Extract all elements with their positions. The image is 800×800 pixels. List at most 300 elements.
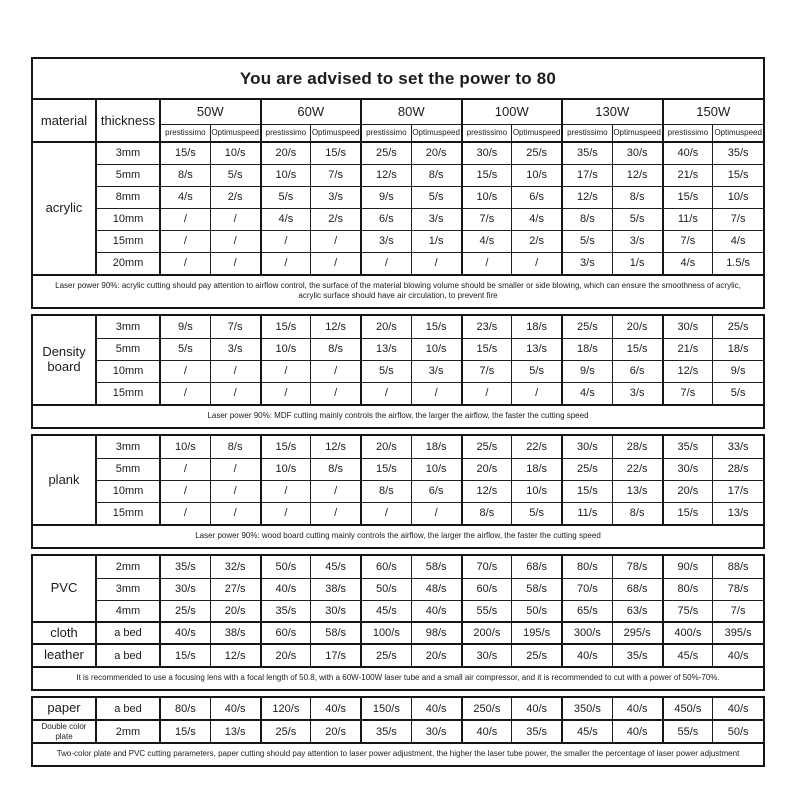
value-cell: 10/s [411, 458, 461, 480]
value-cell: 7/s [713, 208, 763, 230]
thickness-cell: 8mm [96, 186, 160, 208]
value-cell: 4/s [160, 186, 210, 208]
value-cell: 75/s [663, 600, 713, 622]
material-cell: paper [33, 698, 96, 720]
value-cell: 17/s [562, 164, 612, 186]
value-cell: 10/s [713, 186, 763, 208]
value-cell: 10/s [512, 480, 562, 502]
value-cell: 15/s [562, 480, 612, 502]
value-cell: / [160, 360, 210, 382]
value-cell: 15/s [261, 436, 311, 458]
value-cell: 80/s [562, 556, 612, 578]
thickness-cell: 3mm [96, 316, 160, 338]
value-cell: 3/s [361, 230, 411, 252]
material-cell: PVC [33, 556, 96, 622]
value-cell: 8/s [210, 436, 260, 458]
value-cell: 13/s [210, 720, 260, 742]
value-cell: 30/s [562, 436, 612, 458]
block-pvc-cloth-leather [31, 554, 765, 691]
value-cell: 58/s [512, 578, 562, 600]
value-cell: 30/s [462, 644, 512, 666]
value-cell: 40/s [462, 720, 512, 742]
value-cell: 10/s [411, 338, 461, 360]
table-row [33, 578, 763, 600]
value-cell: 45/s [663, 644, 713, 666]
value-cell: 12/s [311, 436, 361, 458]
value-cell: / [411, 252, 461, 274]
value-cell: 5/s [612, 208, 662, 230]
value-cell: 15/s [612, 338, 662, 360]
value-cell: 35/s [261, 600, 311, 622]
value-cell: 30/s [311, 600, 361, 622]
value-cell: / [261, 502, 311, 524]
value-cell: 295/s [612, 622, 662, 644]
thickness-cell: 10mm [96, 480, 160, 502]
speed-type-header: prestissimo [663, 124, 713, 142]
value-cell: / [411, 382, 461, 404]
table-row [33, 186, 763, 208]
table-body-pvc-cloth-leather [33, 556, 763, 666]
note-focusing-lens: It is recommended to use a focusing lens with a focal length of 50.8, with a 60W-100W laser tube and a small air compressor, and it is recommended to cut with a power of 50%-70%. [33, 666, 763, 689]
value-cell: / [512, 382, 562, 404]
value-cell: 2/s [210, 186, 260, 208]
value-cell: 200/s [462, 622, 512, 644]
value-cell: 30/s [411, 720, 461, 742]
value-cell: 8/s [462, 502, 512, 524]
speed-type-header: Optimuspeed [612, 124, 662, 142]
value-cell: 5/s [210, 164, 260, 186]
value-cell: / [311, 360, 361, 382]
value-cell: 70/s [562, 578, 612, 600]
value-cell: 2/s [311, 208, 361, 230]
value-cell: 9/s [562, 360, 612, 382]
value-cell: 15/s [160, 720, 210, 742]
thickness-cell: 10mm [96, 208, 160, 230]
value-cell: / [160, 480, 210, 502]
value-cell: / [210, 208, 260, 230]
note-density-board: Laser power 90%: MDF cutting mainly controls the airflow, the larger the airflow, the faster the cutting speed [33, 404, 763, 427]
note-plank: Laser power 90%: wood board cutting mainly controls the airflow, the larger the airflow, the faster the cutting speed [33, 524, 763, 547]
thickness-cell: 5mm [96, 338, 160, 360]
table-row [33, 644, 763, 666]
value-cell: 10/s [261, 164, 311, 186]
thickness-column-header: thickness [96, 100, 160, 142]
value-cell: / [210, 252, 260, 274]
value-cell: 300/s [562, 622, 612, 644]
value-cell: 55/s [663, 720, 713, 742]
value-cell: / [261, 360, 311, 382]
value-cell: / [160, 252, 210, 274]
speed-type-header: prestissimo [261, 124, 311, 142]
value-cell: 25/s [462, 436, 512, 458]
thickness-cell: 3mm [96, 142, 160, 164]
table-row [33, 316, 763, 338]
value-cell: 18/s [562, 338, 612, 360]
value-cell: 1/s [411, 230, 461, 252]
parameters-table-plank [33, 436, 763, 524]
value-cell: 4/s [512, 208, 562, 230]
value-cell: 18/s [512, 458, 562, 480]
value-cell: 450/s [663, 698, 713, 720]
speed-type-header: Optimuspeed [713, 124, 763, 142]
value-cell: 25/s [160, 600, 210, 622]
value-cell: / [311, 252, 361, 274]
value-cell: 20/s [361, 436, 411, 458]
value-cell: 15/s [361, 458, 411, 480]
value-cell: / [160, 230, 210, 252]
value-cell: 58/s [411, 556, 461, 578]
note-two-color-plate: Two-color plate and PVC cutting parameters, paper cutting should pay attention to laser power adjustment, the higher the laser tube power, the smaller the percentage of laser power adjustment [33, 742, 763, 765]
value-cell: / [361, 252, 411, 274]
value-cell: 3/s [411, 208, 461, 230]
speed-type-header: Optimuspeed [311, 124, 361, 142]
value-cell: 5/s [562, 230, 612, 252]
thickness-cell: 5mm [96, 458, 160, 480]
value-cell: 22/s [612, 458, 662, 480]
speed-type-header: Optimuspeed [210, 124, 260, 142]
value-cell: 50/s [261, 556, 311, 578]
value-cell: 9/s [713, 360, 763, 382]
value-cell: 33/s [713, 436, 763, 458]
material-cell: cloth [33, 622, 96, 644]
table-header [33, 100, 763, 142]
thickness-cell: 4mm [96, 600, 160, 622]
power-column-header: 50W [160, 100, 261, 124]
value-cell: 250/s [462, 698, 512, 720]
power-column-header: 130W [562, 100, 663, 124]
page-title: You are advised to set the power to 80 [33, 59, 763, 100]
value-cell: 5/s [160, 338, 210, 360]
value-cell: 13/s [512, 338, 562, 360]
power-column-header: 150W [663, 100, 764, 124]
value-cell: 17/s [713, 480, 763, 502]
value-cell: 20/s [462, 458, 512, 480]
value-cell: 21/s [663, 164, 713, 186]
value-cell: 8/s [411, 164, 461, 186]
value-cell: 28/s [612, 436, 662, 458]
value-cell: 8/s [612, 186, 662, 208]
value-cell: 12/s [311, 316, 361, 338]
value-cell: 25/s [361, 142, 411, 164]
value-cell: 60/s [261, 622, 311, 644]
value-cell: / [210, 502, 260, 524]
value-cell: 35/s [160, 556, 210, 578]
table-row [33, 556, 763, 578]
value-cell: 5/s [411, 186, 461, 208]
table-body-acrylic [33, 142, 763, 274]
value-cell: 8/s [562, 208, 612, 230]
value-cell: 30/s [612, 142, 662, 164]
value-cell: 3/s [562, 252, 612, 274]
value-cell: 35/s [361, 720, 411, 742]
value-cell: 7/s [663, 382, 713, 404]
value-cell: 25/s [261, 720, 311, 742]
value-cell: / [160, 208, 210, 230]
value-cell: 40/s [713, 698, 763, 720]
table-row [33, 600, 763, 622]
value-cell: 68/s [612, 578, 662, 600]
value-cell: / [210, 360, 260, 382]
value-cell: 40/s [512, 698, 562, 720]
value-cell: 15/s [160, 142, 210, 164]
value-cell: 4/s [261, 208, 311, 230]
value-cell: / [311, 502, 361, 524]
value-cell: 4/s [663, 252, 713, 274]
value-cell: 45/s [562, 720, 612, 742]
value-cell: 8/s [311, 458, 361, 480]
value-cell: / [361, 502, 411, 524]
value-cell: 40/s [210, 698, 260, 720]
value-cell: 35/s [713, 142, 763, 164]
value-cell: 6/s [361, 208, 411, 230]
table-row [33, 208, 763, 230]
value-cell: 11/s [562, 502, 612, 524]
value-cell: 12/s [361, 164, 411, 186]
value-cell: 8/s [612, 502, 662, 524]
value-cell: 80/s [160, 698, 210, 720]
value-cell: 70/s [462, 556, 512, 578]
value-cell: 28/s [713, 458, 763, 480]
value-cell: 15/s [462, 164, 512, 186]
value-cell: 60/s [462, 578, 512, 600]
thickness-cell: 2mm [96, 720, 160, 742]
value-cell: 15/s [713, 164, 763, 186]
value-cell: 10/s [261, 458, 311, 480]
value-cell: 1/s [612, 252, 662, 274]
value-cell: 40/s [713, 644, 763, 666]
parameters-table-acrylic [33, 100, 763, 274]
value-cell: 7/s [210, 316, 260, 338]
table-row [33, 382, 763, 404]
value-cell: 35/s [612, 644, 662, 666]
value-cell: 50/s [512, 600, 562, 622]
value-cell: 30/s [663, 458, 713, 480]
value-cell: 58/s [311, 622, 361, 644]
value-cell: 5/s [261, 186, 311, 208]
value-cell: / [311, 480, 361, 502]
material-cell: acrylic [33, 142, 96, 274]
value-cell: 40/s [261, 578, 311, 600]
value-cell: 25/s [361, 644, 411, 666]
value-cell: 13/s [713, 502, 763, 524]
value-cell: 20/s [361, 316, 411, 338]
power-column-header: 80W [361, 100, 462, 124]
value-cell: 10/s [512, 164, 562, 186]
value-cell: 40/s [612, 698, 662, 720]
value-cell: / [311, 382, 361, 404]
value-cell: / [160, 458, 210, 480]
value-cell: / [462, 382, 512, 404]
thickness-cell: a bed [96, 622, 160, 644]
value-cell: 22/s [512, 436, 562, 458]
value-cell: 80/s [663, 578, 713, 600]
value-cell: 3/s [411, 360, 461, 382]
thickness-cell: 15mm [96, 382, 160, 404]
value-cell: 68/s [512, 556, 562, 578]
table-body-paper-double-color-plate [33, 698, 763, 742]
value-cell: 2/s [512, 230, 562, 252]
value-cell: 7/s [462, 360, 512, 382]
value-cell: 55/s [462, 600, 512, 622]
value-cell: 15/s [462, 338, 512, 360]
value-cell: 90/s [663, 556, 713, 578]
value-cell: 40/s [160, 622, 210, 644]
value-cell: 45/s [361, 600, 411, 622]
value-cell: 25/s [512, 142, 562, 164]
table-body-density-board [33, 316, 763, 404]
value-cell: 27/s [210, 578, 260, 600]
value-cell: 7/s [713, 600, 763, 622]
value-cell: 20/s [261, 142, 311, 164]
value-cell: 40/s [612, 720, 662, 742]
value-cell: / [512, 252, 562, 274]
table-row [33, 502, 763, 524]
parameters-table-density-board [33, 316, 763, 404]
value-cell: 65/s [562, 600, 612, 622]
value-cell: 30/s [160, 578, 210, 600]
value-cell: 8/s [311, 338, 361, 360]
value-cell: 12/s [462, 480, 512, 502]
value-cell: 20/s [663, 480, 713, 502]
power-column-header: 60W [261, 100, 362, 124]
value-cell: 88/s [713, 556, 763, 578]
value-cell: 25/s [713, 316, 763, 338]
value-cell: 35/s [512, 720, 562, 742]
thickness-cell: 3mm [96, 436, 160, 458]
value-cell: 3/s [210, 338, 260, 360]
value-cell: 50/s [361, 578, 411, 600]
value-cell: 48/s [411, 578, 461, 600]
block-plank [31, 434, 765, 549]
value-cell: 6/s [512, 186, 562, 208]
thickness-cell: 2mm [96, 556, 160, 578]
value-cell: 15/s [160, 644, 210, 666]
table-row [33, 698, 763, 720]
table-row [33, 164, 763, 186]
value-cell: 17/s [311, 644, 361, 666]
value-cell: 30/s [663, 316, 713, 338]
value-cell: 5/s [512, 502, 562, 524]
value-cell: / [160, 502, 210, 524]
speed-type-header: prestissimo [361, 124, 411, 142]
value-cell: / [462, 252, 512, 274]
value-cell: 6/s [411, 480, 461, 502]
table-row [33, 436, 763, 458]
thickness-cell: 5mm [96, 164, 160, 186]
value-cell: 12/s [210, 644, 260, 666]
value-cell: 9/s [361, 186, 411, 208]
block-acrylic [31, 57, 765, 309]
speed-type-header: prestissimo [562, 124, 612, 142]
value-cell: 18/s [512, 316, 562, 338]
value-cell: / [411, 502, 461, 524]
value-cell: 10/s [210, 142, 260, 164]
table-row [33, 458, 763, 480]
value-cell: 10/s [160, 436, 210, 458]
value-cell: 3/s [612, 230, 662, 252]
value-cell: 35/s [562, 142, 612, 164]
table-row [33, 480, 763, 502]
value-cell: 40/s [411, 698, 461, 720]
value-cell: / [361, 382, 411, 404]
thickness-cell: a bed [96, 698, 160, 720]
note-acrylic: Laser power 90%: acrylic cutting should pay attention to airflow control, the surface of the material blowing volume should be smaller or side blowing, which can ensure the smoothness of acrylic, acrylic surface should have air circulation, to prevent fire [33, 274, 763, 307]
value-cell: 12/s [663, 360, 713, 382]
value-cell: / [210, 382, 260, 404]
value-cell: 30/s [462, 142, 512, 164]
value-cell: 15/s [411, 316, 461, 338]
value-cell: / [210, 230, 260, 252]
material-column-header: material [33, 100, 96, 142]
value-cell: 100/s [361, 622, 411, 644]
value-cell: 98/s [411, 622, 461, 644]
value-cell: 4/s [562, 382, 612, 404]
value-cell: 60/s [361, 556, 411, 578]
value-cell: 25/s [562, 458, 612, 480]
speed-type-header: prestissimo [160, 124, 210, 142]
block-paper-double-color-plate [31, 696, 765, 767]
value-cell: 23/s [462, 316, 512, 338]
table-row [33, 252, 763, 274]
value-cell: 5/s [361, 360, 411, 382]
table-row [33, 720, 763, 742]
value-cell: 10/s [462, 186, 512, 208]
value-cell: 6/s [612, 360, 662, 382]
block-density-board [31, 314, 765, 429]
value-cell: 12/s [612, 164, 662, 186]
value-cell: 20/s [261, 644, 311, 666]
value-cell: 20/s [612, 316, 662, 338]
value-cell: 20/s [311, 720, 361, 742]
speed-type-header: Optimuspeed [512, 124, 562, 142]
value-cell: 350/s [562, 698, 612, 720]
power-column-header: 100W [462, 100, 563, 124]
thickness-cell: 15mm [96, 502, 160, 524]
value-cell: 395/s [713, 622, 763, 644]
value-cell: 50/s [713, 720, 763, 742]
thickness-cell: 20mm [96, 252, 160, 274]
value-cell: 35/s [663, 436, 713, 458]
value-cell: 78/s [713, 578, 763, 600]
value-cell: / [160, 382, 210, 404]
value-cell: 40/s [663, 142, 713, 164]
material-cell: plank [33, 436, 96, 524]
value-cell: / [311, 230, 361, 252]
header-row-power [33, 100, 763, 124]
material-cell: Double color plate [33, 720, 96, 742]
parameters-table-paper-double-color-plate [33, 698, 763, 742]
speed-type-header: prestissimo [462, 124, 512, 142]
table-row [33, 622, 763, 644]
thickness-cell: 10mm [96, 360, 160, 382]
value-cell: 3/s [311, 186, 361, 208]
parameter-table-document [31, 57, 765, 772]
value-cell: 150/s [361, 698, 411, 720]
value-cell: 120/s [261, 698, 311, 720]
value-cell: 20/s [411, 142, 461, 164]
value-cell: / [210, 458, 260, 480]
value-cell: 32/s [210, 556, 260, 578]
value-cell: 18/s [713, 338, 763, 360]
value-cell: 13/s [361, 338, 411, 360]
value-cell: / [261, 480, 311, 502]
value-cell: 195/s [512, 622, 562, 644]
value-cell: 7/s [462, 208, 512, 230]
table-row [33, 360, 763, 382]
parameters-table-pvc-cloth-leather [33, 556, 763, 666]
value-cell: 10/s [261, 338, 311, 360]
value-cell: 4/s [713, 230, 763, 252]
